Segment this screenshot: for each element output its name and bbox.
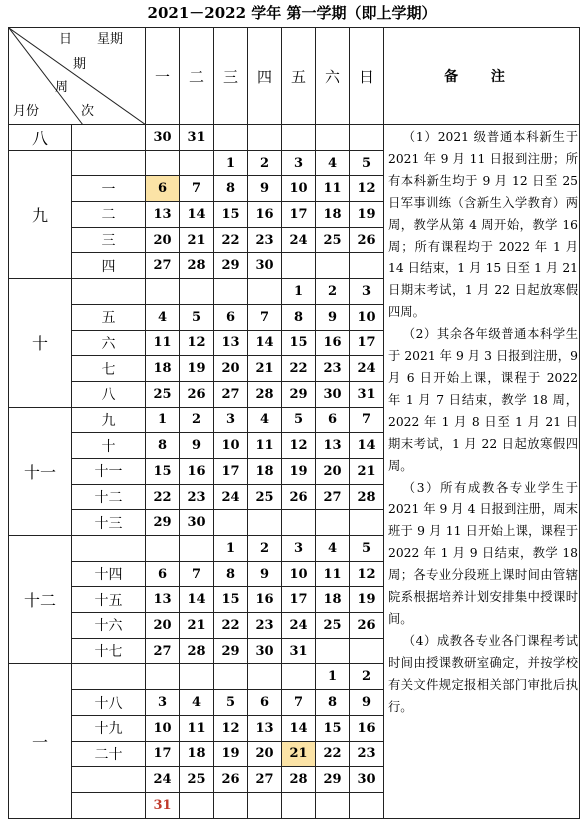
day-cell: 30 bbox=[248, 253, 282, 279]
week-cell: 二十 bbox=[72, 741, 146, 767]
day-cell: 16 bbox=[180, 458, 214, 484]
day-cell: 13 bbox=[214, 330, 248, 356]
day-cell: 22 bbox=[146, 484, 180, 510]
day-cell: 26 bbox=[214, 767, 248, 793]
week-cell: 十二 bbox=[72, 484, 146, 510]
day-cell: 20 bbox=[316, 458, 350, 484]
day-cell: 2 bbox=[316, 279, 350, 305]
day-cell: 15 bbox=[282, 330, 316, 356]
day-cell: 28 bbox=[180, 253, 214, 279]
day-cell: 27 bbox=[146, 253, 180, 279]
week-cell: 十一 bbox=[72, 458, 146, 484]
day-cell bbox=[248, 792, 282, 818]
day-cell: 23 bbox=[248, 613, 282, 639]
day-cell bbox=[214, 279, 248, 305]
header-corner-cell bbox=[9, 28, 146, 125]
day-cell bbox=[180, 792, 214, 818]
day-cell: 24 bbox=[282, 613, 316, 639]
day-cell: 25 bbox=[146, 381, 180, 407]
day-cell: 8 bbox=[282, 304, 316, 330]
corner-label-zhou: 周 bbox=[55, 80, 69, 95]
day-cell: 11 bbox=[316, 561, 350, 587]
day-cell bbox=[282, 792, 316, 818]
day-cell: 17 bbox=[146, 741, 180, 767]
day-cell bbox=[180, 536, 214, 562]
day-cell: 29 bbox=[214, 253, 248, 279]
day-cell: 6 bbox=[146, 561, 180, 587]
week-cell bbox=[72, 792, 146, 818]
day-cell: 20 bbox=[146, 227, 180, 253]
week-cell: 十八 bbox=[72, 690, 146, 716]
day-cell: 9 bbox=[350, 690, 384, 716]
month-cell: 十一 bbox=[9, 407, 72, 535]
day-cell bbox=[180, 664, 214, 690]
day-cell: 22 bbox=[214, 613, 248, 639]
day-cell bbox=[146, 536, 180, 562]
corner-label-ri: 日 bbox=[59, 32, 73, 47]
day-cell: 3 bbox=[282, 150, 316, 176]
day-cell: 9 bbox=[248, 561, 282, 587]
day-cell bbox=[282, 253, 316, 279]
day-cell: 20 bbox=[214, 356, 248, 382]
month-cell: 十二 bbox=[9, 536, 72, 664]
day-cell: 20 bbox=[146, 613, 180, 639]
day-cell: 31 bbox=[282, 638, 316, 664]
day-cell: 27 bbox=[248, 767, 282, 793]
day-cell: 27 bbox=[316, 484, 350, 510]
week-cell: 五 bbox=[72, 304, 146, 330]
day-cell: 4 bbox=[316, 536, 350, 562]
day-cell: 21 bbox=[248, 356, 282, 382]
day-cell: 22 bbox=[282, 356, 316, 382]
day-cell: 18 bbox=[316, 202, 350, 228]
day-cell bbox=[316, 125, 350, 151]
day-cell bbox=[248, 664, 282, 690]
day-cell: 29 bbox=[214, 638, 248, 664]
week-cell: 十九 bbox=[72, 715, 146, 741]
day-cell: 8 bbox=[316, 690, 350, 716]
day-cell: 13 bbox=[146, 587, 180, 613]
day-header: 五 bbox=[282, 28, 316, 125]
day-cell: 3 bbox=[282, 536, 316, 562]
day-cell: 1 bbox=[214, 150, 248, 176]
day-cell: 26 bbox=[350, 613, 384, 639]
day-cell: 22 bbox=[214, 227, 248, 253]
day-cell: 15 bbox=[316, 715, 350, 741]
week-cell bbox=[72, 125, 146, 151]
day-cell: 14 bbox=[180, 587, 214, 613]
day-cell: 31 bbox=[350, 381, 384, 407]
day-cell: 13 bbox=[316, 433, 350, 459]
day-cell: 31 bbox=[146, 792, 180, 818]
week-cell: 六 bbox=[72, 330, 146, 356]
day-cell: 30 bbox=[180, 510, 214, 536]
day-cell: 2 bbox=[350, 664, 384, 690]
day-cell: 7 bbox=[282, 690, 316, 716]
day-cell: 9 bbox=[316, 304, 350, 330]
day-cell: 14 bbox=[282, 715, 316, 741]
day-cell bbox=[214, 510, 248, 536]
day-cell: 15 bbox=[214, 202, 248, 228]
day-cell: 23 bbox=[248, 227, 282, 253]
day-cell: 24 bbox=[350, 356, 384, 382]
page-title: 2021－2022 学年 第一学期（即上学期） bbox=[147, 4, 437, 22]
day-cell: 23 bbox=[316, 356, 350, 382]
day-cell: 16 bbox=[248, 202, 282, 228]
day-cell: 25 bbox=[180, 767, 214, 793]
week-cell: 四 bbox=[72, 253, 146, 279]
day-cell: 21 bbox=[180, 227, 214, 253]
day-cell bbox=[146, 664, 180, 690]
day-cell: 28 bbox=[350, 484, 384, 510]
day-cell: 21 bbox=[282, 741, 316, 767]
month-cell: 八 bbox=[9, 125, 72, 151]
day-cell: 8 bbox=[146, 433, 180, 459]
day-cell: 2 bbox=[248, 536, 282, 562]
day-cell: 4 bbox=[248, 407, 282, 433]
day-cell: 26 bbox=[282, 484, 316, 510]
day-cell: 1 bbox=[146, 407, 180, 433]
day-cell: 4 bbox=[316, 150, 350, 176]
day-cell: 28 bbox=[248, 381, 282, 407]
day-cell: 7 bbox=[180, 561, 214, 587]
corner-label-qi: 期 bbox=[73, 57, 87, 72]
day-cell: 5 bbox=[180, 304, 214, 330]
day-cell: 9 bbox=[248, 176, 282, 202]
day-cell: 5 bbox=[214, 690, 248, 716]
day-cell bbox=[248, 279, 282, 305]
day-cell: 17 bbox=[350, 330, 384, 356]
day-cell: 19 bbox=[350, 202, 384, 228]
day-cell: 5 bbox=[350, 536, 384, 562]
corner-label-yuefen: 月份 bbox=[13, 104, 40, 119]
day-cell: 29 bbox=[316, 767, 350, 793]
day-cell: 28 bbox=[180, 638, 214, 664]
week-cell bbox=[72, 664, 146, 690]
week-cell: 一 bbox=[72, 176, 146, 202]
week-cell: 七 bbox=[72, 356, 146, 382]
week-cell: 十三 bbox=[72, 510, 146, 536]
day-cell bbox=[282, 510, 316, 536]
day-cell: 12 bbox=[350, 561, 384, 587]
day-cell: 11 bbox=[146, 330, 180, 356]
week-cell: 二 bbox=[72, 202, 146, 228]
day-cell: 17 bbox=[214, 458, 248, 484]
day-cell: 2 bbox=[248, 150, 282, 176]
day-cell: 2 bbox=[180, 407, 214, 433]
day-cell: 12 bbox=[214, 715, 248, 741]
day-cell: 7 bbox=[248, 304, 282, 330]
day-cell bbox=[180, 150, 214, 176]
day-header: 四 bbox=[248, 28, 282, 125]
day-cell bbox=[180, 279, 214, 305]
day-cell: 15 bbox=[214, 587, 248, 613]
day-cell: 11 bbox=[316, 176, 350, 202]
day-cell bbox=[146, 279, 180, 305]
day-cell bbox=[350, 510, 384, 536]
day-cell: 24 bbox=[146, 767, 180, 793]
day-cell: 6 bbox=[146, 176, 180, 202]
week-cell bbox=[72, 279, 146, 305]
notes-header: 备 注 bbox=[384, 28, 580, 125]
day-cell: 20 bbox=[248, 741, 282, 767]
day-cell: 9 bbox=[180, 433, 214, 459]
day-cell: 5 bbox=[282, 407, 316, 433]
day-cell: 18 bbox=[316, 587, 350, 613]
day-cell: 31 bbox=[180, 125, 214, 151]
day-cell bbox=[350, 253, 384, 279]
day-cell: 8 bbox=[214, 561, 248, 587]
day-cell: 10 bbox=[282, 176, 316, 202]
week-cell: 八 bbox=[72, 381, 146, 407]
day-cell: 19 bbox=[180, 356, 214, 382]
day-cell: 18 bbox=[248, 458, 282, 484]
day-cell: 16 bbox=[248, 587, 282, 613]
week-cell: 十七 bbox=[72, 638, 146, 664]
day-cell: 21 bbox=[180, 613, 214, 639]
day-cell: 26 bbox=[180, 381, 214, 407]
day-cell: 17 bbox=[282, 202, 316, 228]
day-cell bbox=[282, 125, 316, 151]
day-cell: 13 bbox=[248, 715, 282, 741]
day-cell: 1 bbox=[316, 664, 350, 690]
day-cell: 3 bbox=[350, 279, 384, 305]
day-cell bbox=[214, 125, 248, 151]
day-cell: 7 bbox=[180, 176, 214, 202]
day-cell: 10 bbox=[146, 715, 180, 741]
day-cell: 15 bbox=[146, 458, 180, 484]
day-cell: 12 bbox=[350, 176, 384, 202]
day-cell: 4 bbox=[180, 690, 214, 716]
day-cell: 28 bbox=[282, 767, 316, 793]
day-cell: 3 bbox=[214, 407, 248, 433]
day-cell bbox=[146, 150, 180, 176]
day-cell: 21 bbox=[350, 458, 384, 484]
day-cell bbox=[316, 510, 350, 536]
day-cell bbox=[350, 792, 384, 818]
note-paragraph: （1）2021 级普通本科新生于 2021 年 9 月 11 日报到注册；所有本科新生均于 9 月 12 日至 25 日军事训练（含新生入学教育）两周，教学从第 4 周开始，教学 16 周；所有课程均于 2022 年 1 月 14 日结束，1 月 15 日至 1 月 21 日期末考试，1 月 22 日起放寒假四周。 bbox=[388, 130, 578, 320]
week-cell bbox=[72, 767, 146, 793]
note-paragraph: （3）所有成教各专业学生于 2021 年 9 月 4 日报到注册，周末班于 9 月 11 日开始上课，课程于 2022 年 1 月 9 日结束，教学 18 周；各专业分段班上课时间由管辖院系根据培养计划安排集中授课时间。 bbox=[388, 480, 578, 626]
day-cell: 1 bbox=[214, 536, 248, 562]
note-paragraph: （2）其余各年级普通本科学生于 2021 年 9 月 3 日报到注册，9 月 6 日开始上课，课程于 2022 年 1 月 7 日结束，教学 18 周，2022 年 1 月 8 日至 1 月 21 日期末考试，1 月 22 日起放寒假四周。 bbox=[388, 327, 578, 473]
day-header: 三 bbox=[214, 28, 248, 125]
day-cell bbox=[282, 664, 316, 690]
week-cell: 十五 bbox=[72, 587, 146, 613]
week-cell: 十六 bbox=[72, 613, 146, 639]
day-cell: 6 bbox=[316, 407, 350, 433]
day-cell: 14 bbox=[180, 202, 214, 228]
day-cell: 16 bbox=[316, 330, 350, 356]
calendar-row bbox=[9, 125, 580, 151]
day-cell: 29 bbox=[146, 510, 180, 536]
day-cell bbox=[316, 638, 350, 664]
day-cell: 17 bbox=[282, 587, 316, 613]
corner-label-xingqi: 星期 bbox=[97, 32, 124, 47]
day-cell: 10 bbox=[214, 433, 248, 459]
day-cell: 11 bbox=[180, 715, 214, 741]
day-header: 日 bbox=[350, 28, 384, 125]
day-cell: 14 bbox=[248, 330, 282, 356]
day-cell: 18 bbox=[180, 741, 214, 767]
day-cell: 6 bbox=[214, 304, 248, 330]
day-cell: 30 bbox=[316, 381, 350, 407]
day-cell: 19 bbox=[214, 741, 248, 767]
note-paragraph: （4）成教各专业各门课程考试时间由授课教研室确定，并按学校有关文件规定报相关部门审批后执行。 bbox=[388, 633, 578, 714]
day-header: 六 bbox=[316, 28, 350, 125]
day-cell: 22 bbox=[316, 741, 350, 767]
day-cell: 10 bbox=[350, 304, 384, 330]
notes-cell bbox=[384, 125, 580, 819]
day-cell: 19 bbox=[350, 587, 384, 613]
day-cell: 16 bbox=[350, 715, 384, 741]
day-cell: 11 bbox=[248, 433, 282, 459]
day-cell: 30 bbox=[146, 125, 180, 151]
week-cell: 十四 bbox=[72, 561, 146, 587]
day-cell bbox=[350, 125, 384, 151]
day-cell: 25 bbox=[316, 227, 350, 253]
week-cell: 九 bbox=[72, 407, 146, 433]
day-cell: 6 bbox=[248, 690, 282, 716]
day-cell: 19 bbox=[282, 458, 316, 484]
day-cell: 26 bbox=[350, 227, 384, 253]
day-cell: 12 bbox=[180, 330, 214, 356]
day-cell: 23 bbox=[180, 484, 214, 510]
day-cell: 27 bbox=[214, 381, 248, 407]
day-header: 一 bbox=[146, 28, 180, 125]
day-cell: 30 bbox=[248, 638, 282, 664]
day-cell: 4 bbox=[146, 304, 180, 330]
month-cell: 十 bbox=[9, 279, 72, 407]
day-cell: 1 bbox=[282, 279, 316, 305]
day-cell: 30 bbox=[350, 767, 384, 793]
day-cell bbox=[248, 510, 282, 536]
day-cell: 7 bbox=[350, 407, 384, 433]
day-cell: 27 bbox=[146, 638, 180, 664]
day-header: 二 bbox=[180, 28, 214, 125]
day-cell bbox=[316, 792, 350, 818]
day-cell: 25 bbox=[316, 613, 350, 639]
day-cell: 24 bbox=[282, 227, 316, 253]
day-cell bbox=[350, 638, 384, 664]
day-cell: 12 bbox=[282, 433, 316, 459]
month-cell: 一 bbox=[9, 664, 72, 819]
day-cell: 23 bbox=[350, 741, 384, 767]
week-cell: 三 bbox=[72, 227, 146, 253]
day-cell: 29 bbox=[282, 381, 316, 407]
day-cell: 18 bbox=[146, 356, 180, 382]
day-cell: 8 bbox=[214, 176, 248, 202]
day-cell: 13 bbox=[146, 202, 180, 228]
day-cell bbox=[214, 664, 248, 690]
day-cell: 24 bbox=[214, 484, 248, 510]
day-cell bbox=[316, 253, 350, 279]
corner-label-ci: 次 bbox=[81, 104, 95, 119]
calendar-table bbox=[8, 27, 580, 819]
week-cell bbox=[72, 536, 146, 562]
day-cell: 3 bbox=[146, 690, 180, 716]
week-cell: 十 bbox=[72, 433, 146, 459]
day-cell bbox=[248, 125, 282, 151]
day-cell: 14 bbox=[350, 433, 384, 459]
month-cell: 九 bbox=[9, 150, 72, 278]
day-cell: 5 bbox=[350, 150, 384, 176]
day-cell: 25 bbox=[248, 484, 282, 510]
day-cell bbox=[214, 792, 248, 818]
day-cell: 10 bbox=[282, 561, 316, 587]
week-cell bbox=[72, 150, 146, 176]
